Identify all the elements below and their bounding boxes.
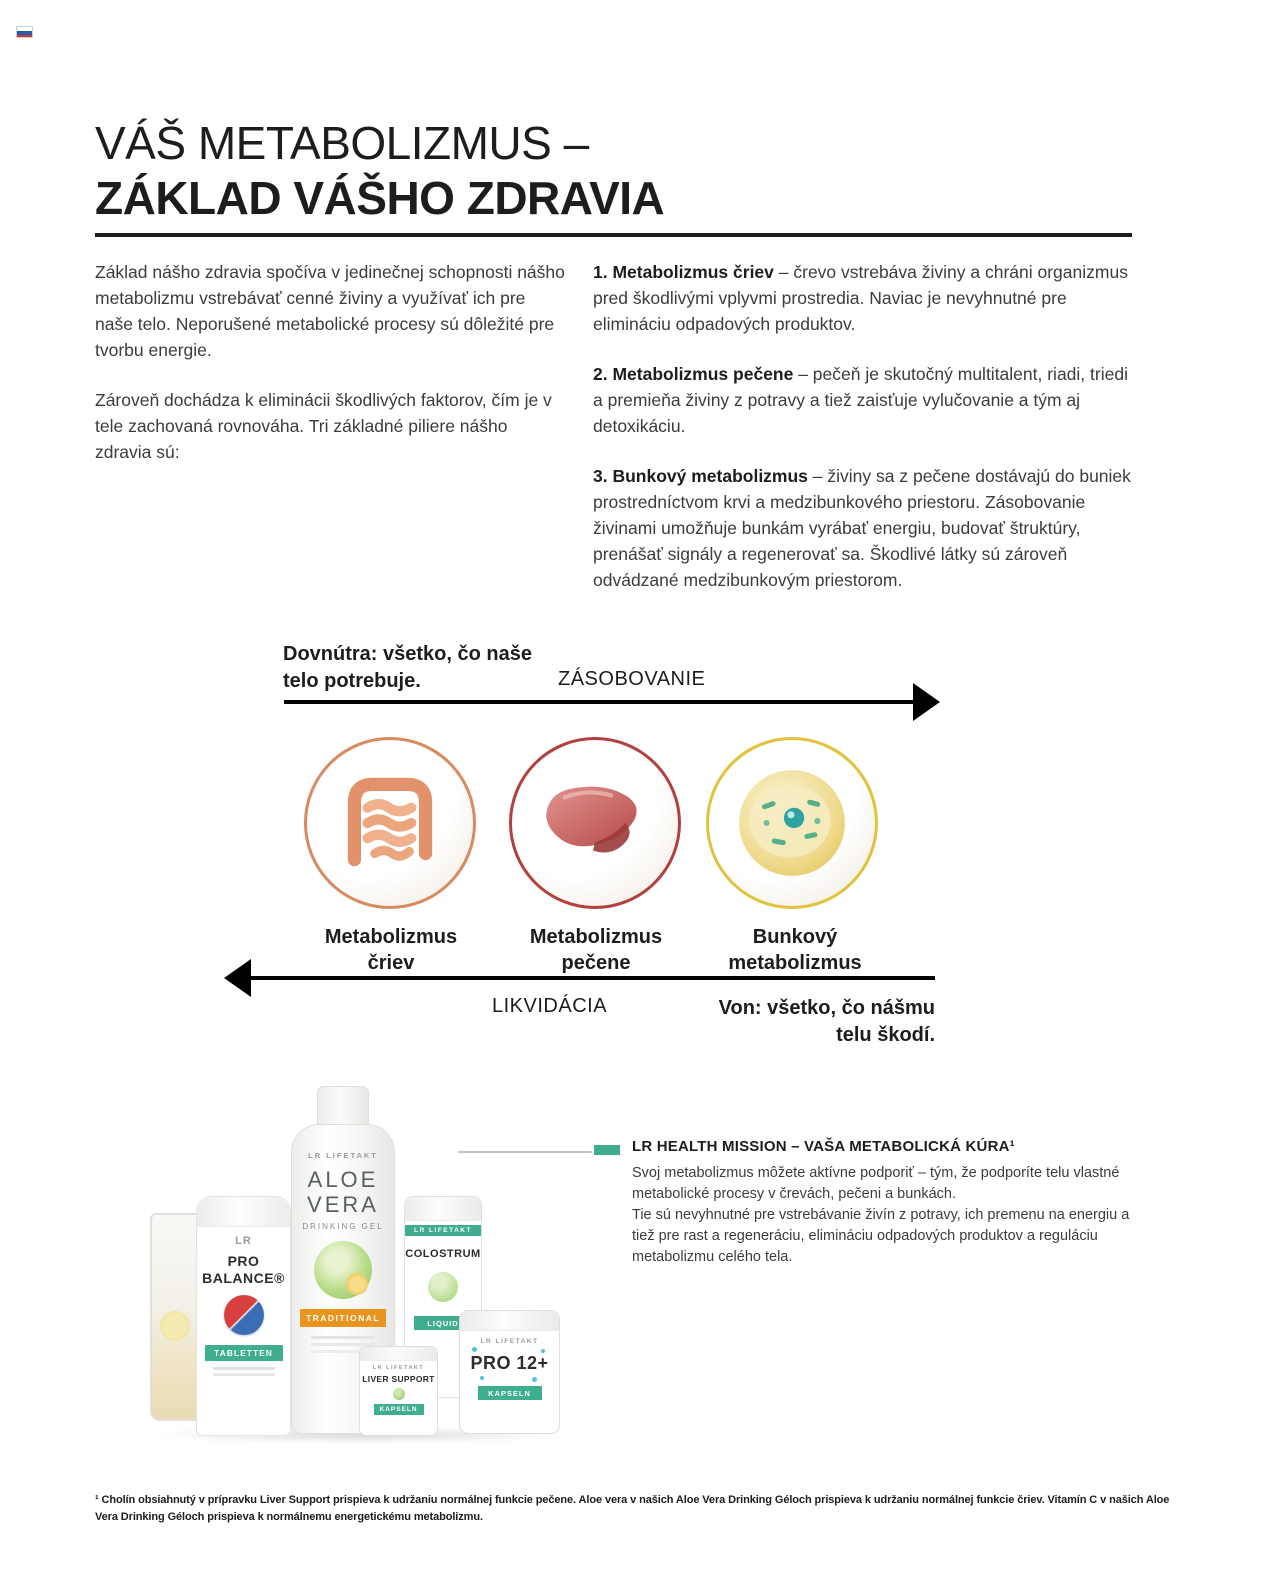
pro12-name [460,1353,559,1374]
slovak-flag-icon[interactable] [16,26,33,38]
pillar-title: 2. Metabolizmus pečene [593,364,794,384]
node-label-liver [496,925,696,976]
page-title-line2: ZÁKLAD VÁŠHO ZDRAVIA [95,171,665,224]
product-name-line: PRO 12+ [470,1353,549,1373]
mission-paragraph: Tie sú nevyhnutné pre vstrebávanie živín z potravy, ich premenu na energiu a tiež pre rast a regeneráciu, elimináciu odpadových produktov a reguláciu metabolizmu celého tela. [632,1207,1130,1265]
node-label-line: metabolizmus [728,951,862,974]
pro12-badge: KAPSELN [478,1386,542,1400]
pillar-item [593,259,1138,337]
pillar-title: 1. Metabolizmus čriev [593,262,774,282]
product-pro-balance [196,1196,291,1436]
mission-body [632,1163,1140,1268]
mission-heading: LR HEALTH MISSION – VAŠA METABOLICKÁ KÚRA¹ [632,1138,1015,1155]
intro-left-column [95,259,567,465]
product-pro12 [459,1310,560,1434]
diagram-in-label: Dovnútra: všetko, čo naše telo potrebuje. [283,643,532,692]
product-name-line: BALANCE® [202,1269,285,1286]
pro-balance-name [197,1253,290,1287]
colostrum-name: COLOSTRUM [405,1248,481,1260]
arrow-right-icon [913,683,940,721]
intestines-icon [329,762,451,884]
pro-balance-cap [197,1197,290,1227]
diagram-disposal-label: LIKVIDÁCIA [492,995,608,1017]
liver-support-name: LIVER SUPPORT [362,1374,435,1384]
liver-support-badge: KAPSELN [374,1404,424,1415]
intro-right-column [593,259,1138,593]
pillar-item [593,361,1138,439]
colostrum-lid [405,1197,481,1221]
aloe-vera-badge: TRADITIONAL [300,1309,386,1327]
colostrum-graphic [428,1272,458,1302]
intro-paragraph: Zároveň dochádza k eliminácii škodlivých faktorov, čím je v tele zachovaná rovnováha. Tri základné piliere nášho zdravia sú: [95,390,552,462]
honey-graphic [346,1273,368,1295]
liver-support-brand: LR LIFETAKT [372,1365,425,1371]
pro12-brand: LR LIFETAKT [480,1338,539,1345]
product-liver-support [359,1346,438,1436]
colostrum-badge: LIQUID [414,1316,472,1330]
liver-support-lid [360,1347,437,1361]
mission-green-dash [594,1145,620,1155]
intestines-node [304,737,476,909]
supply-arrow-line [284,700,913,704]
node-label-line: Metabolizmus [529,926,663,948]
fine-print-lines [213,1367,275,1370]
pillar-text: – živiny sa z pečene dostávajú do buniek prostredníctvom krvi a medzibunkového priestoru. Zásobovanie živinami umožňuje bunkám vyrábať energiu, budovať štruktúry, prenášať signály a regenerovať sa. Škodlivé látky sú zároveň odvádzané medzibunkovým priestorom. [593,466,1131,590]
pro-balance-graphic [224,1295,264,1335]
cell-icon [731,762,853,884]
diagram-supply-label: ZÁSOBOVANIE [558,668,706,690]
pillar-title: 3. Bunkový metabolizmus [593,466,808,486]
liver-support-graphic [393,1388,405,1400]
aloe-leaf-graphic [314,1241,372,1299]
page-title [95,116,664,225]
cell-node [706,737,878,909]
lr-logo: LR [235,1235,252,1247]
disposal-arrow-line [251,976,935,980]
liver-node [509,737,681,909]
lemon-slice [160,1311,190,1341]
node-label-line: Bunkový [752,926,838,948]
mission-paragraph: Svoj metabolizmus môžete aktívne podporiť – tým, že podporíte telu vlastné metabolické procesy v črevách, pečeni a bunkách. [632,1165,1120,1202]
colostrum-brand: LR LIFETAKT [405,1225,481,1236]
liver-icon [534,762,656,884]
diagram-out-label: Von: všetko, čo nášmu telu škodí. [718,997,935,1046]
title-divider [95,233,1132,237]
aloe-vera-name [292,1168,394,1217]
fine-print-lines [311,1336,375,1339]
pro-balance-badge: TABLETTEN [205,1345,283,1361]
mission-connector-line [458,1151,592,1153]
pillar-text: – črevo vstrebáva živiny a chráni organizmus pred škodlivými vplyvmi prostredia. Naviac je nevyhnutné pre elimináciu odpadových produktov. [593,262,1128,334]
page-title-line1: VÁŠ METABOLIZMUS – [95,117,589,169]
node-label-line: pečene [561,951,631,974]
node-label-line: Metabolizmus [324,926,458,948]
product-name-line: VERA [307,1191,379,1217]
product-name-line: PRO [227,1253,260,1269]
pro12-lid [460,1311,559,1331]
aloe-vera-subtitle: DRINKING GEL [302,1222,384,1232]
pillar-text: – pečeň je skutočný multitalent, riadi, triedi a premieňa živiny z potravy a tiež zaisťuje vylučovanie a tým aj detoxikáciu. [593,364,1128,436]
node-label-intestines [291,925,491,976]
node-label-cell [689,925,901,976]
footnote: ¹ Cholín obsiahnutý v prípravku Liver Support prispieva k udržaniu normálnej funkcie pečene. Aloe vera v našich Aloe Vera Drinking Géloch prispieva k udržaniu normálnej funkcie čriev. Vitamín C v našich Aloe Vera Drinking Géloch prispieva k normálnemu energetickému metabolizmu. [95,1494,1170,1523]
aloe-vera-brand: LR LIFETAKT [308,1151,378,1160]
intro-paragraph: Základ nášho zdravia spočíva v jedinečnej schopnosti nášho metabolizmu vstrebávať cenné živiny a využívať ich pre naše telo. Neporušené metabolické procesy sú dôležité pre tvorbu energie. [95,262,565,360]
arrow-left-icon [224,959,251,997]
pillar-item [593,463,1138,593]
node-label-line: čriev [367,951,415,974]
product-name-line: ALOE [307,1167,379,1192]
